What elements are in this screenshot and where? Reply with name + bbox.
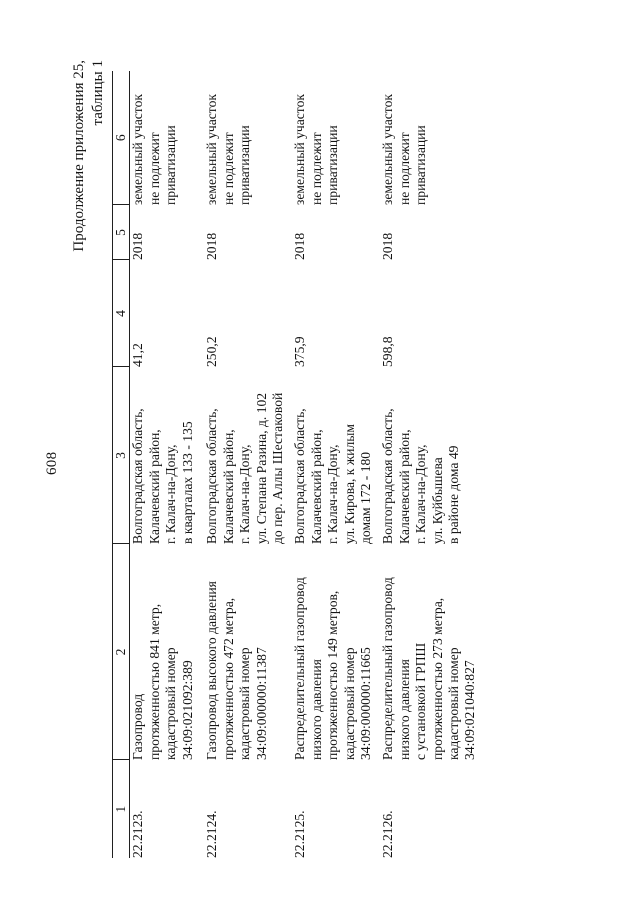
object-value: 375,9 — [292, 336, 308, 367]
object-value: 598,8 — [380, 336, 396, 367]
object-address: Волгоградская область, Калачевский район, г. Калач-на-Дону, ул. Степана Разина, д. 102 до пер. Аллы Шестаковой — [204, 392, 286, 544]
continuation-line: таблицы 1 — [90, 60, 106, 126]
object-year: 2018 — [380, 232, 396, 260]
continuation-note — [70, 60, 108, 295]
column-header: 5 — [113, 205, 130, 260]
object-value: 41,2 — [130, 343, 146, 367]
object-name: Распределительный газопровод низкого давления с установкой ГРПШ протяженностью 273 метра, кадастровый номер 34:09:021040:827 — [380, 577, 478, 760]
table-row — [380, 71, 490, 858]
row-number: 22.2124. — [204, 810, 220, 858]
page-number: 608 — [44, 451, 60, 475]
column-header: 3 — [113, 367, 130, 544]
land-status: земельный участок не подлежит приватизации — [380, 94, 429, 205]
object-value: 250,2 — [204, 336, 220, 367]
object-name: Газопровод протяженностью 841 метр, кадастровый номер 34:09:021092:389 — [130, 603, 195, 760]
object-address: Волгоградская область, Калачевский район, г. Калач-на-Дону, ул. Куйбышева в районе дома 49 — [380, 408, 462, 544]
column-number-row — [113, 71, 130, 858]
object-year: 2018 — [130, 232, 146, 260]
column-header: 6 — [113, 71, 130, 205]
row-number: 22.2123. — [130, 810, 146, 858]
land-status: земельный участок не подлежит приватизации — [292, 94, 341, 205]
property-table — [112, 71, 490, 858]
table-row — [204, 71, 292, 858]
object-name: Распределительный газопровод низкого давления протяженностью 149 метров, кадастровый номер 34:09:000000:11665 — [292, 577, 374, 760]
object-address: Волгоградская область, Калачевский район, г. Калач-на-Дону, ул. Кирова, к жилым домам 172 - 180 — [292, 408, 374, 544]
land-status: земельный участок не подлежит приватизации — [204, 94, 253, 205]
land-status: земельный участок не подлежит приватизации — [130, 94, 179, 205]
object-name: Газопровод высокого давления протяженностью 472 метра, кадастровый номер 34:09:000000:11387 — [204, 581, 269, 760]
row-number: 22.2125. — [292, 810, 308, 858]
column-header: 2 — [113, 544, 130, 760]
column-header: 1 — [113, 760, 130, 858]
object-year: 2018 — [292, 232, 308, 260]
table-row — [292, 71, 380, 858]
continuation-line: Продолжение приложения 25, — [71, 60, 87, 252]
object-year: 2018 — [204, 232, 220, 260]
row-number: 22.2126. — [380, 810, 396, 858]
column-header: 4 — [113, 260, 130, 367]
object-address: Волгоградская область, Калачевский район, г. Калач-на-Дону, в кварталах 133 - 135 — [130, 408, 195, 544]
table-row — [130, 71, 205, 858]
